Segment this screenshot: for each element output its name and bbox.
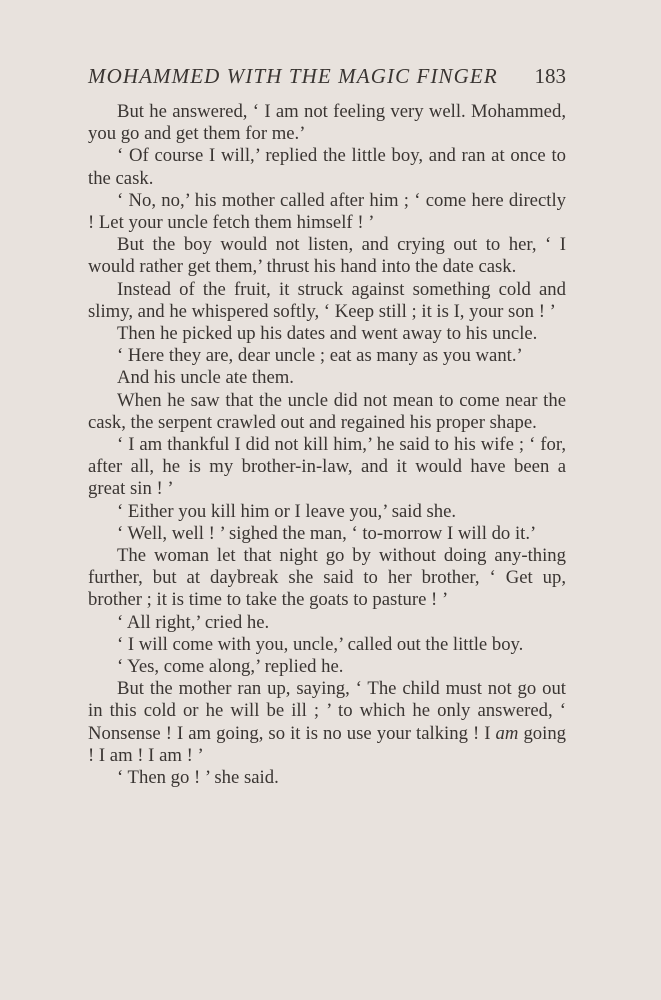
running-head: [88, 62, 566, 90]
paragraph: ‘ Of course I will,’ replied the little boy, and ran at once to the cask.: [88, 145, 566, 189]
paragraph: But he answered, ‘ I am not feeling very well. Mohammed, you go and get them for me.’: [88, 101, 566, 145]
emphasized-word: am: [495, 722, 519, 744]
paragraph: The woman let that night go by without doing any-thing further, but at daybreak she said to her brother, ‘ Get up, brother ; it is time to take the goats to pasture ! ’: [88, 545, 566, 611]
paragraph-text-tail: going ! I am ! I am ! ’: [88, 722, 567, 766]
paragraph: ‘ Here they are, dear uncle ; eat as many as you want.’: [117, 345, 523, 367]
paragraph: When he saw that the uncle did not mean to come near the cask, the serpent crawled out and regained his proper shape.: [88, 389, 566, 433]
body-text: [88, 101, 566, 789]
paragraph: Then he picked up his dates and went away to his uncle.: [117, 323, 538, 345]
paragraph: ‘ No, no,’ his mother called after him ; ‘ come here directly ! Let your uncle fetch them himself ! ’: [88, 189, 566, 234]
paragraph: ‘ Then go ! ’ she said.: [117, 767, 279, 789]
paragraph: ‘ I am thankful I did not kill him,’ he said to his wife ; ‘ for, after all, he is my brother-in-law, and it would have been a great sin ! ’: [88, 434, 566, 500]
paragraph: ‘ Yes, come along,’ replied he.: [117, 656, 344, 678]
page-number: 183: [534, 64, 566, 88]
paragraph: ‘ I will come with you, uncle,’ called out the little boy.: [117, 633, 524, 655]
paragraph: But the boy would not listen, and crying out to her, ‘ I would rather get them,’ thrust his hand into the date cask.: [88, 234, 566, 278]
paragraph: And his uncle ate them.: [117, 367, 294, 389]
paragraph: ‘ Either you kill him or I leave you,’ said she.: [117, 500, 457, 522]
paragraph: ‘ Well, well ! ’ sighed the man, ‘ to-morrow I will do it.’: [117, 522, 537, 544]
paragraph: ‘ All right,’ cried he.: [117, 611, 270, 633]
paragraph: [88, 678, 566, 767]
running-title: MOHAMMED WITH THE MAGIC FINGER: [88, 64, 498, 88]
paragraph: Instead of the fruit, it struck against something cold and slimy, and he whispered softly, ‘ Keep still ; it is I, your son ! ’: [88, 278, 566, 322]
paragraph-text: But the mother ran up, saying, ‘ The child must not go out in this cold or he will be ill ; ’ to which he only answered, ‘ Nonsense ! I am going, so it is no use your talking ! I: [88, 678, 566, 744]
